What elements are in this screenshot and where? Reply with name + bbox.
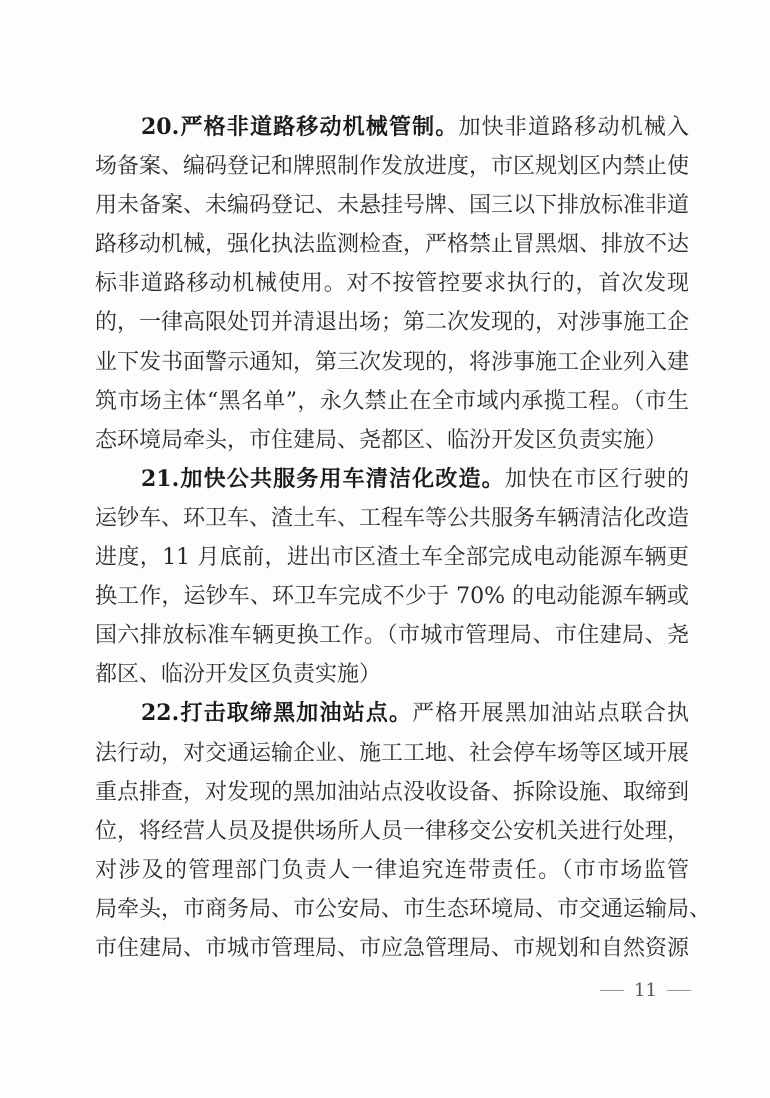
line-text: 国六排放标准车辆更换工作。（市城市管理局、市住建局、尧	[95, 623, 689, 649]
line-text: 加快在市区行驶的	[504, 466, 689, 492]
paragraph-first-line	[95, 460, 689, 499]
line-text: 用未备案、未编码登记、未悬挂号牌、国三以下排放标准非道	[95, 193, 690, 219]
line-text: 场备案、编码登记和牌照制作发放进度，市区规划区内禁止使	[95, 154, 690, 180]
line-text: 对涉及的管理部门负责人一律追究连带责任。（市市场监管	[95, 857, 689, 883]
line-text: 运钞车、环卫车、渣土车、工程车等公共服务车辆清洁化改造	[95, 505, 690, 531]
paragraph-21	[95, 460, 689, 695]
paragraph-line	[95, 264, 689, 303]
paragraph-line	[95, 421, 689, 460]
section-heading: 22.打击取缔黑加油站点。	[141, 700, 413, 727]
paragraph-line	[95, 851, 689, 890]
line-text: 进度，11 月底前，进出市区渣土车全部完成电动能源车辆更	[95, 545, 689, 571]
section-heading: 21.加快公共服务用车清洁化改造。	[141, 465, 505, 492]
line-text: 市住建局、市城市管理局、市应急管理局、市规划和自然资源	[95, 935, 690, 961]
page-number	[600, 980, 691, 1001]
paragraph-line	[95, 499, 689, 538]
line-text: 业下发书面警示通知，第三次发现的，将涉事施工企业列入建	[95, 349, 690, 375]
paragraph-line	[95, 538, 689, 577]
section-heading: 20.严格非道路移动机械管制。	[141, 114, 459, 140]
paragraph-20	[95, 108, 689, 460]
line-text: 局牵头，市商务局、市公安局、市生态环境局、市交通运输局、	[95, 896, 712, 922]
paragraph-line	[95, 655, 689, 694]
line-text: 筑市场主体“黑名单”，永久禁止在全市域内承揽工程。（市生	[95, 388, 689, 414]
line-text: 的，一律高限处罚并清退出场；第二次发现的，对涉事施工企	[95, 310, 690, 336]
line-text: 位，将经营人员及提供场所人员一律移交公安机关进行处理，	[95, 818, 690, 844]
paragraph-line	[95, 382, 689, 421]
paragraph-line	[95, 890, 712, 929]
paragraph-line	[95, 147, 689, 186]
document-body	[95, 108, 712, 968]
line-text: 标非道路移动机械使用。对不按管控要求执行的，首次发现	[95, 271, 689, 297]
paragraph-line	[95, 929, 689, 968]
paragraph-line	[95, 303, 689, 342]
paragraph-first-line	[95, 694, 689, 733]
paragraph-line	[95, 812, 689, 851]
page-number-dash-right	[667, 990, 691, 991]
paragraph-line	[95, 186, 689, 225]
paragraph-line	[95, 577, 689, 616]
paragraph-line	[95, 616, 689, 655]
paragraph-line	[95, 343, 689, 382]
line-text: 都区、临汾开发区负责实施）	[95, 662, 382, 688]
line-text: 重点排查，对发现的黑加油站点没收设备、拆除设施、取缔到	[95, 779, 690, 805]
page-number-dash-left	[600, 990, 624, 991]
paragraph-line	[95, 734, 689, 773]
line-text: 态环境局牵头，市住建局、尧都区、临汾开发区负责实施）	[95, 427, 668, 453]
line-text: 法行动，对交通运输企业、施工工地、社会停车场等区域开展	[95, 740, 690, 766]
line-text: 加快非道路移动机械入	[458, 115, 689, 140]
line-text: 换工作，运钞车、环卫车完成不少于 70% 的电动能源车辆或	[95, 584, 689, 610]
paragraph-22	[95, 694, 712, 968]
page-number-text: 11	[634, 980, 657, 1001]
line-text: 严格开展黑加油站点联合执	[412, 701, 689, 727]
paragraph-line	[95, 225, 689, 264]
paragraph-line	[95, 773, 689, 812]
line-text: 路移动机械，强化执法监测检查，严格禁止冒黑烟、排放不达	[95, 232, 690, 258]
paragraph-first-line	[95, 108, 689, 147]
